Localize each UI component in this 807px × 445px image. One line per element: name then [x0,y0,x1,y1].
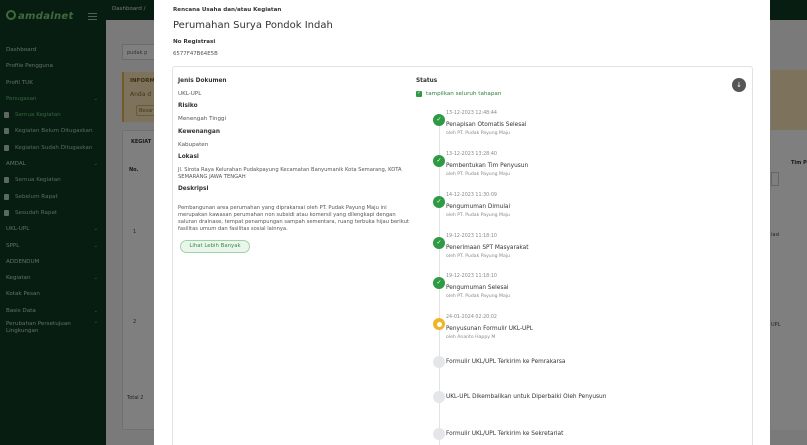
check-circle-icon: ✓ [433,277,445,289]
step-author: oleh PT. Pudak Payung Maju [446,294,510,299]
description-label: Deskripsi [178,186,209,192]
doc-type-value: UKL-UPL [178,91,202,97]
pending-circle-icon [433,391,445,403]
modal-kicker: Rencana Usaha dan/atau Kegiatan [173,7,282,13]
step-date: 14-12-2023 11:30:09 [446,193,497,198]
step-author: oleh PT. Pudak Payung Maju [446,254,510,259]
step-title: Penerimaan SPT Masyarakat [446,245,529,251]
step-author: oleh Ananto Happy M [446,335,496,340]
pending-circle-icon [433,356,445,368]
registration-number: 6577F47B64E5B [173,51,218,57]
authority-label: Kewenangan [178,129,220,135]
step-title: Formulir UKL/UPL Terkirim ke Sekretariat [446,431,564,437]
show-more-button[interactable]: Lihat Lebih Banyak [180,240,250,253]
location-value: Jl. Sirota Raya Kelurahan Pudakpayung Kecamatan Banyumanik Kota Semarang, KOTA SEMARANG JAWA TENGAH [178,167,402,180]
in-progress-icon [433,318,445,330]
download-icon: ↓ [736,81,742,89]
step-date: 19-12-2023 11:18:10 [446,274,497,279]
step-title: Penyusunan Formulir UKL-UPL [446,326,534,332]
step-title: Formulir UKL/UPL Terkirim ke Pemrakarsa [446,359,566,365]
check-circle-icon: ✓ [433,155,445,167]
show-all-checkbox[interactable]: ✓ [417,91,421,96]
risk-label: Risiko [178,103,198,109]
status-label: Status [416,78,438,84]
activity-detail-modal [154,0,770,445]
step-date: 24-01-2024 02:20:02 [446,315,497,320]
step-author: oleh PT. Pudak Payung Maju [446,131,510,136]
pending-circle-icon [433,428,445,440]
step-date: 13-12-2023 12:48:44 [446,111,497,116]
doc-type-label: Jenis Dokumen [178,78,227,84]
step-title: Pengumuman Dimulai [446,204,511,210]
show-all-label[interactable]: tampilkan seluruh tahapan [426,90,502,97]
check-circle-icon: ✓ [433,114,445,126]
check-circle-icon: ✓ [433,196,445,208]
registration-label: No Registrasi [173,39,216,45]
check-circle-icon: ✓ [433,237,445,249]
step-author: oleh PT. Pudak Payung Maju [446,172,510,177]
step-date: 19-12-2023 11:18:10 [446,234,497,239]
description-value: Pembangunan area perumahan yang diprakarsai oleh PT. Pudak Payung Maju ini merupakan kawasan perumahan non subsidi atau komersil yang dilengkapi dengan saluran drainase, tempat penampungan sampah sementara, ruang terbuka hijau berikut fasilitas umum dan fasilitas sosial lainnya. [178,205,409,232]
location-label: Lokasi [178,154,199,160]
authority-value: Kabupaten [178,142,209,148]
step-author: oleh PT. Pudak Payung Maju [446,213,510,218]
risk-value: Menengah Tinggi [178,116,227,122]
step-date: 13-12-2023 13:28:40 [446,152,497,157]
modal-title: Perumahan Surya Pondok Indah [173,20,333,31]
step-title: Pembentukan Tim Penyusun [446,163,529,169]
step-title: Pengumuman Selesai [446,285,509,291]
download-button[interactable] [732,78,746,92]
step-title: UKL-UPL Dikembalikan untuk Diperbaiki Oleh Penyusun [446,394,607,400]
step-title: Penapisan Otomatis Selesai [446,122,527,128]
